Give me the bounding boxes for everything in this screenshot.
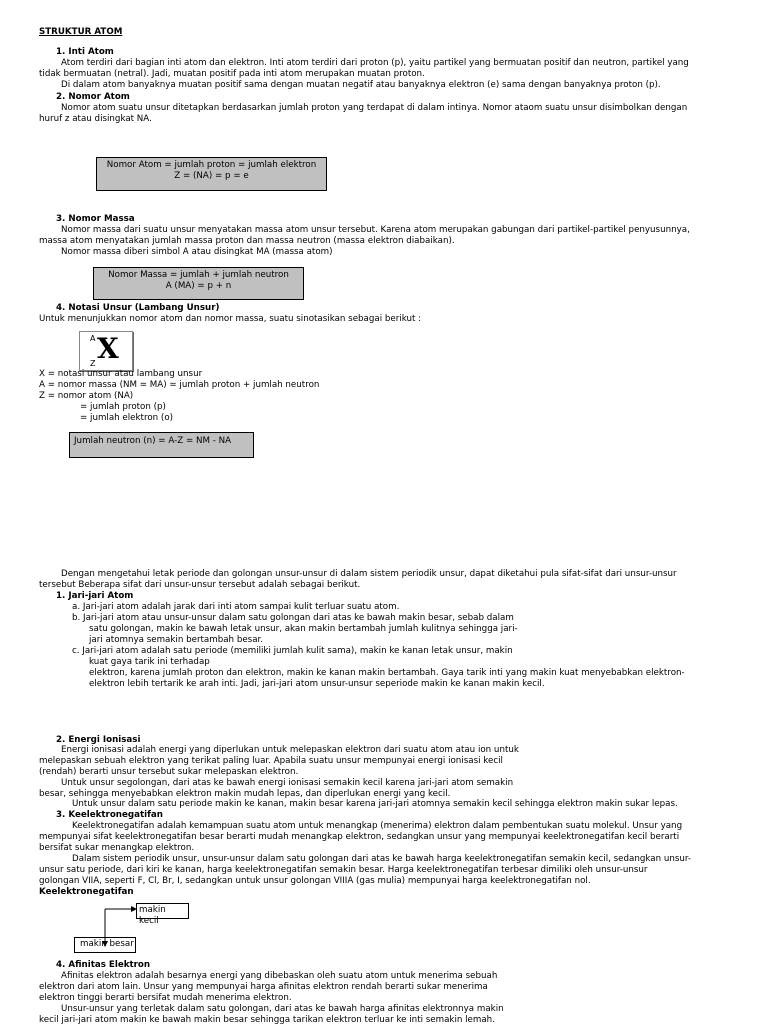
paragraph-line: massa atom menyatakan jumlah massa proton dan massa neutron (massa elektron diabaikan). <box>39 236 455 246</box>
section-jari-jari-heading: 1. Jari-jari Atom <box>56 591 134 601</box>
formula-line: Nomor Massa = jumlah + jumlah neutron <box>108 270 289 280</box>
paragraph-line: elektron dari atom lain. Unsur yang mempunyai harga afinitas elektron rendah berarti sukar menerima <box>39 982 488 992</box>
list-item-continuation: elektron lebih tertarik ke arah inti. Jadi, jari-jari atom unsur-unsur seperiode makin ke kanan makin kecil. <box>89 679 545 689</box>
formula-line: Z = (NA) = p = e <box>174 170 249 181</box>
atomic-number-label: Z <box>90 359 96 368</box>
formula-line: Jumlah neutron (n) = A-Z = NM - NA <box>74 436 232 446</box>
section-nomor-atom-heading: 2. Nomor Atom <box>56 92 130 102</box>
paragraph-line: kecil jari-jari atom makin ke bawah makin besar sehingga tarikan elektron terluar ke inti semakin lemah. <box>39 1015 495 1025</box>
paragraph-line: Dengan mengetahui letak periode dan golongan unsur-unsur di dalam sistem periodik unsur, dapat diketahui pula sifat-sifat dari unsur-unsur <box>61 569 677 579</box>
list-item: c. Jari-jari atom adalah satu periode (memiliki jumlah kulit sama), makin ke kanan letak unsur, makin <box>72 646 513 656</box>
formula-box-jumlah-neutron <box>69 432 254 458</box>
paragraph-line: (rendah) berarti unsur tersebut sukar melepaskan elektron. <box>39 767 299 777</box>
paragraph-line: melepaskan sebuah elektron yang terikat paling luar. Apabila suatu unsur mempunyai energi ionisasi kecil <box>39 756 503 766</box>
paragraph-line: golongan VIIA, seperti F, Cl, Br, I, sedangkan untuk unsur golongan VIIIA (gas mulia) mempunyai harga keelektronegatifan nol. <box>39 876 591 886</box>
makin-besar-box <box>74 937 136 953</box>
definition-line: A = nomor massa (NM = MA) = jumlah proton + jumlah neutron <box>39 380 320 390</box>
makin-besar-label: makin besar <box>80 939 134 949</box>
paragraph-line: tersebut Beberapa sifat dari unsur-unsur tersebut adalah sebagai berikut. <box>39 580 361 590</box>
element-symbol-x: X <box>97 332 119 365</box>
element-notation-symbol <box>79 331 133 371</box>
list-item-continuation: elektron, karena jumlah proton dan elektron, makin ke kanan makin bertambah. Gaya tarik inti yang makin kuat menyebabkan elektron- <box>89 668 685 678</box>
paragraph-line: Untuk unsur segolongan, dari atas ke bawah energi ionisasi semakin kecil karena jari-jari atom semakin <box>61 778 514 788</box>
makin-kecil-box <box>136 903 189 926</box>
section-notasi-unsur-heading: 4. Notasi Unsur (Lambang Unsur) <box>56 303 220 313</box>
paragraph-line: Nomor massa diberi simbol A atau disingkat MA (massa atom) <box>61 247 333 257</box>
formula-line: A (MA) = p + n <box>165 280 232 291</box>
paragraph-line: Nomor massa dari suatu unsur menyatakan massa atom unsur tersebut. Karena atom merupakan gabungan dari partikel-partikel penyusunnya, <box>61 225 690 235</box>
paragraph-line: Untuk unsur dalam satu periode makin ke kanan, makin besar karena jari-jari atomnya semakin kecil sehingga elektron makin sukar lepas. <box>72 799 678 809</box>
paragraph-line: Energi ionisasi adalah energi yang diperlukan untuk melepaskan elektron dari suatu atom atau ion untuk <box>61 745 519 755</box>
formula-box-nomor-atom <box>96 157 327 191</box>
paragraph-line: Untuk menunjukkan nomor atom dan nomor massa, suatu sinotasikan sebagai berikut : <box>39 314 422 324</box>
paragraph-line: Dalam sistem periodik unsur, unsur-unsur dalam satu golongan dari atas ke bawah harga keelektronegatifan semakin kecil, sedangkan unsur- <box>72 854 692 864</box>
list-item-continuation: kuat gaya tarik ini terhadap <box>89 657 210 667</box>
paragraph-line: Atom terdiri dari bagian inti atom dan elektron. Inti atom terdiri dari proton (p), yaitu partikel yang bermuatan positif dan neutron, partikel yang <box>61 58 689 68</box>
document-title: STRUKTUR ATOM <box>39 27 123 37</box>
section-energi-ionisasi-heading: 2. Energi Ionisasi <box>56 735 141 745</box>
paragraph-line: Unsur-unsur yang terletak dalam satu golongan, dari atas ke bawah harga afinitas elektronnya makin <box>61 1004 504 1014</box>
definition-line: X = notasi unsur atau lambang unsur <box>39 369 203 379</box>
formula-box-nomor-massa <box>93 267 304 300</box>
mass-number-label: A <box>90 334 96 343</box>
formula-line: Nomor Atom = jumlah proton = jumlah elektron <box>106 160 317 170</box>
definition-line: = jumlah proton (p) <box>80 402 166 412</box>
section-inti-atom-heading: 1. Inti Atom <box>56 47 114 57</box>
paragraph-line: bersifat sukar menangkap elektron. <box>39 843 195 853</box>
section-afinitas-heading: 4. Afinitas Elektron <box>56 960 151 970</box>
list-item-continuation: jari atomnya semakin bertambah besar. <box>89 635 264 645</box>
makin-kecil-label: makin kecil <box>139 905 166 926</box>
paragraph-line: unsur satu periode, dari kiri ke kanan, harga keelektronegatifan semakin besar. Harga keelektronegatifan terbesar dimiliki oleh unsur-unsur <box>39 865 648 875</box>
paragraph-line: Nomor atom suatu unsur ditetapkan berdasarkan jumlah proton yang terdapat di dalam intinya. Nomor ataom suatu unsur disimbolkan dengan <box>61 103 688 113</box>
list-item: a. Jari-jari atom adalah jarak dari inti atom sampai kulit terluar suatu atom. <box>72 602 400 612</box>
paragraph-line: Di dalam atom banyaknya muatan positif sama dengan muatan negatif atau banyaknya elektron (e) sama dengan banyaknya proton (p). <box>61 80 661 90</box>
definition-line: Z = nomor atom (NA) <box>39 391 134 401</box>
paragraph-line: Keelektronegatifan adalah kemampuan suatu atom untuk menangkap (menerima) elektron dalam pembentukan suatu molekul. Unsur yang <box>72 821 683 831</box>
definition-line: = jumlah elektron (o) <box>80 413 174 423</box>
paragraph-line: mempunyai sifat keelektronegatifan besar berarti mudah menangkap elektron, sedangkan unsur yang mempunyai keelektronegatifan kecil berarti <box>39 832 680 842</box>
list-item-continuation: satu golongan, makin ke bawah letak unsur, akan makin bertambah jumlah kulitnya sehingga jari- <box>89 624 518 634</box>
paragraph-line: besar, sehingga menyebabkan elektron makin mudah lepas, dan diperlukan energi yang kecil. <box>39 789 451 799</box>
list-item: b. Jari-jari atom atau unsur-unsur dalam satu golongan dari atas ke bawah makin besar, sebab dalam <box>72 613 514 623</box>
paragraph-line: tidak bermuatan (netral). Jadi, muatan positif pada inti atom merupakan muatan proton. <box>39 69 425 79</box>
section-nomor-massa-heading: 3. Nomor Massa <box>56 214 135 224</box>
paragraph-line: huruf z atau disingkat NA. <box>39 114 152 124</box>
section-keelektronegatifan-heading: 3. Keelektronegatifan <box>56 810 163 820</box>
paragraph-line: elektron tinggi berarti bersifat mudah menerima elektron. <box>39 993 292 1003</box>
paragraph-line: Afinitas elektron adalah besarnya energi yang dibebaskan oleh suatu atom untuk menerima sebuah <box>61 971 498 981</box>
diagram-label: Keelektronegatifan <box>39 887 134 897</box>
